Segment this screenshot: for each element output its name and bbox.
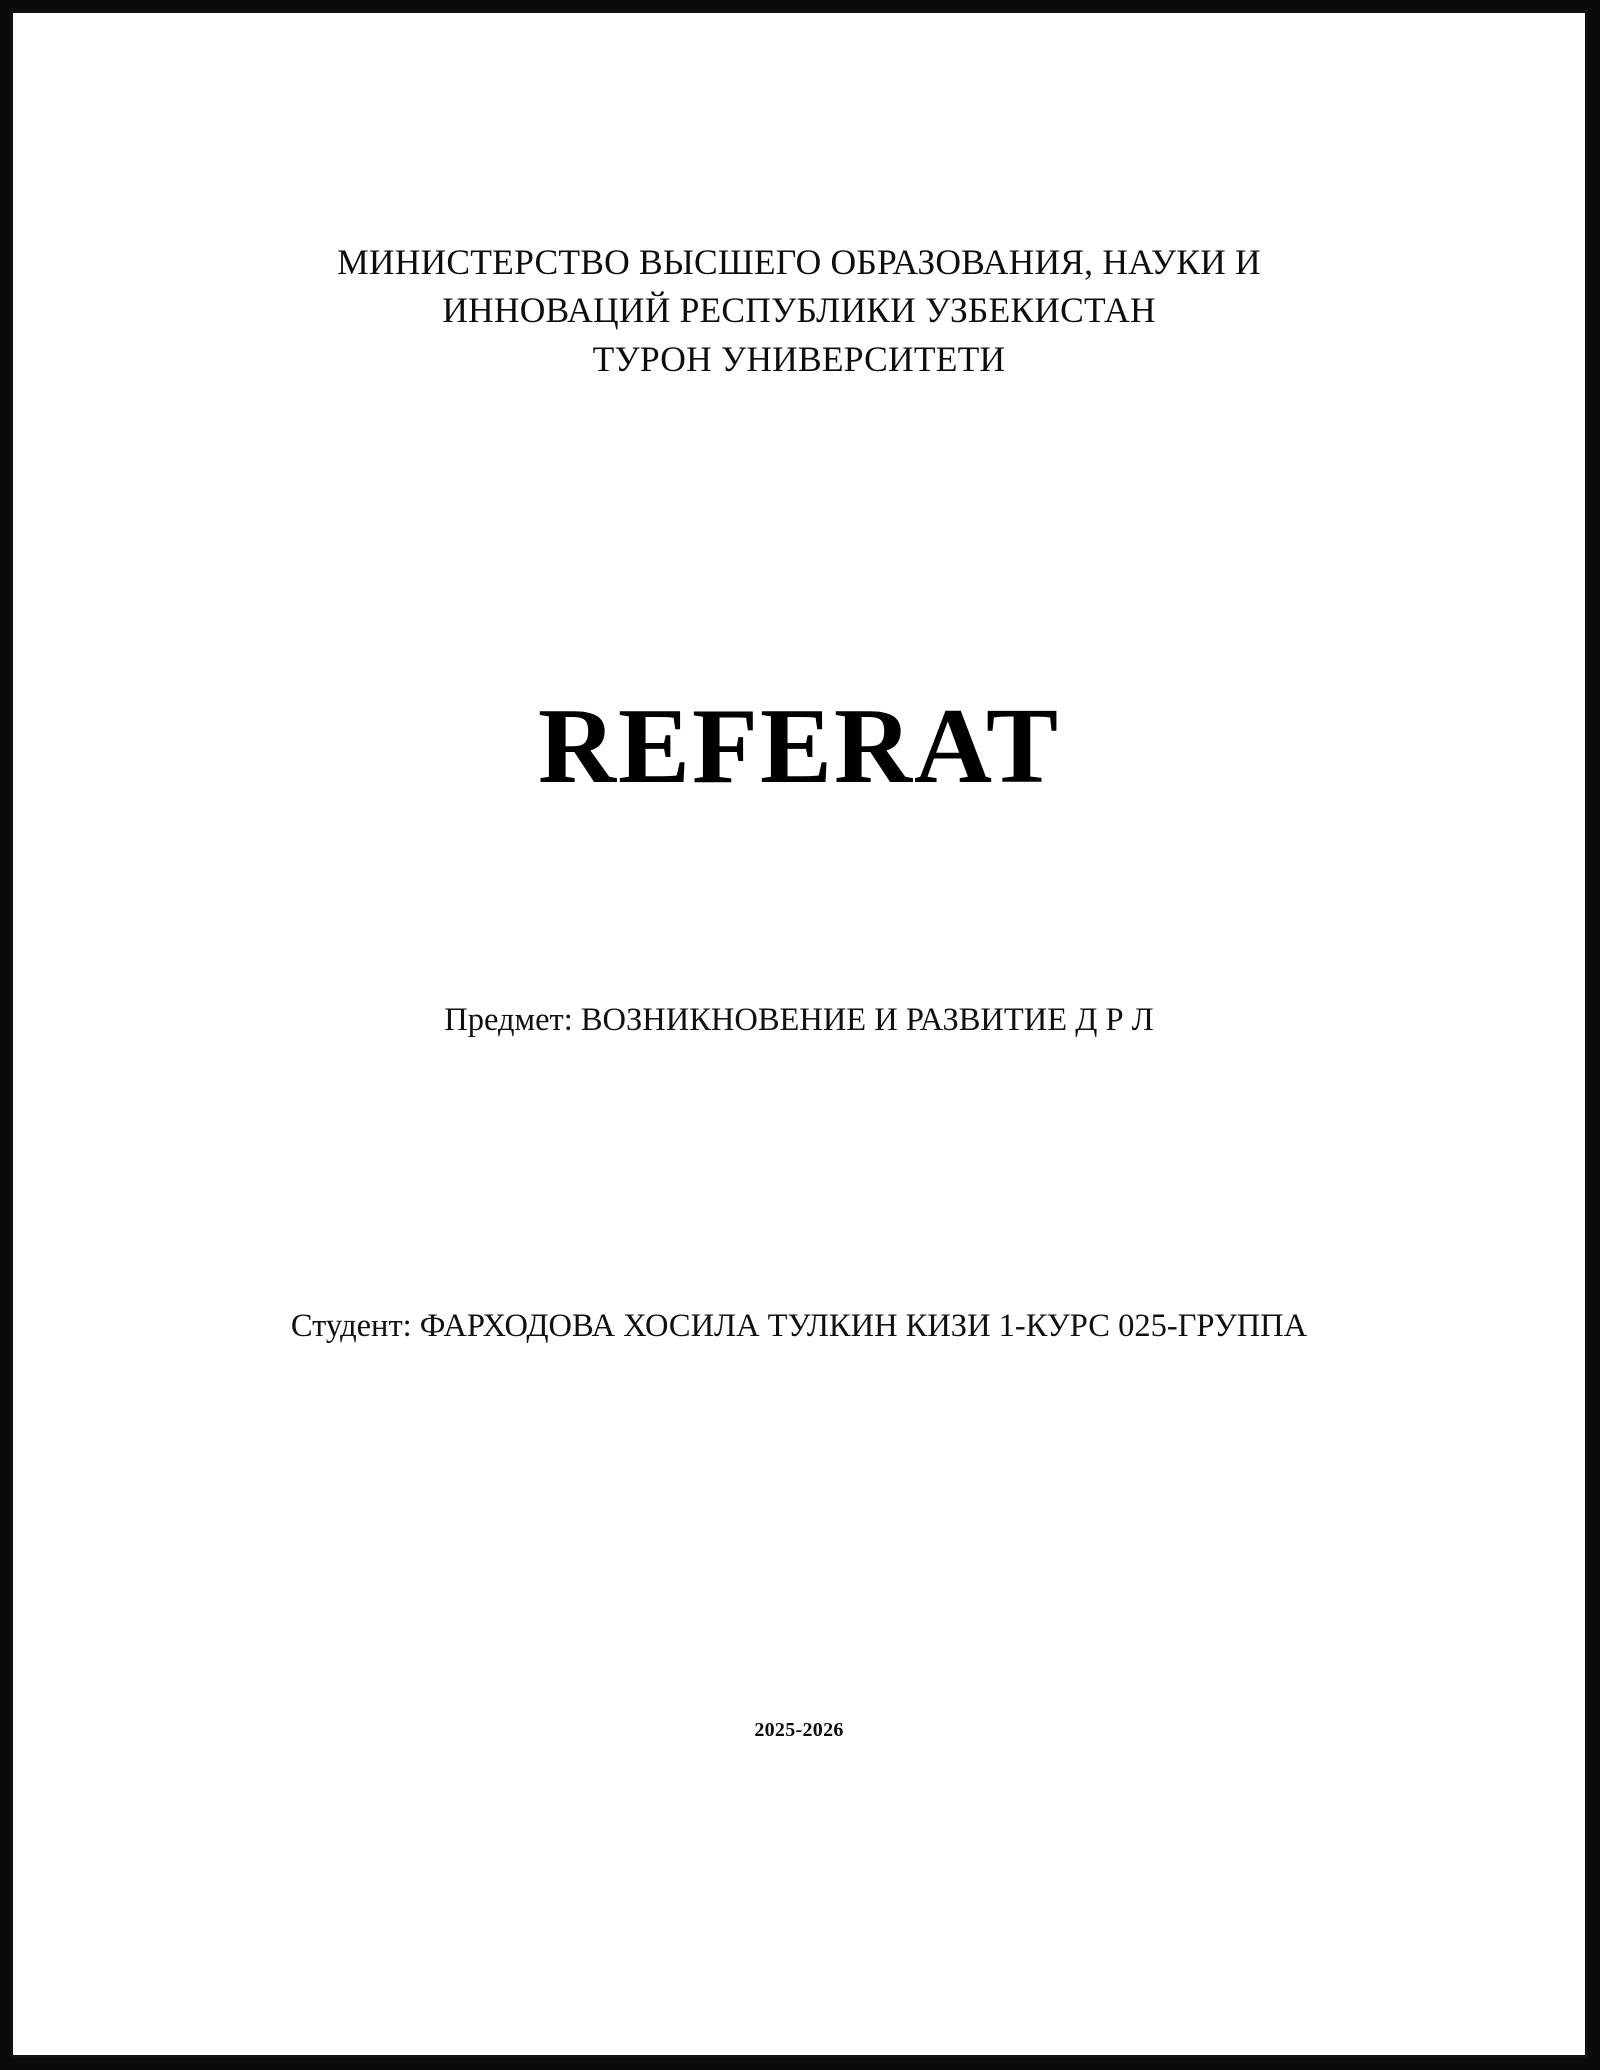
page-title: REFERAT <box>537 687 1061 806</box>
subject-line: Предмет: ВОЗНИКНОВЕНИЕ И РАЗВИТИЕ Д Р Л <box>444 1002 1154 1038</box>
organization-line-3: ТУРОН УНИВЕРСИТЕТИ <box>592 338 1006 379</box>
student-line: Студент: ФАРХОДОВА ХОСИЛА ТУЛКИН КИЗИ 1-КУРС 025-ГРУППА <box>290 1308 1308 1344</box>
organization-line-2: ИННОВАЦИЙ РЕСПУБЛИКИ УЗБЕКИСТАН <box>442 290 1156 331</box>
document-page <box>10 10 1588 2058</box>
document-sheet <box>13 13 1585 2055</box>
academic-year: 2025-2026 <box>754 1719 844 1741</box>
organization-line-1: МИНИСТЕРСТВО ВЫСШЕГО ОБРАЗОВАНИЯ, НАУКИ И <box>337 242 1261 282</box>
organization-header <box>239 238 1359 383</box>
title-page-content <box>13 13 1585 2055</box>
